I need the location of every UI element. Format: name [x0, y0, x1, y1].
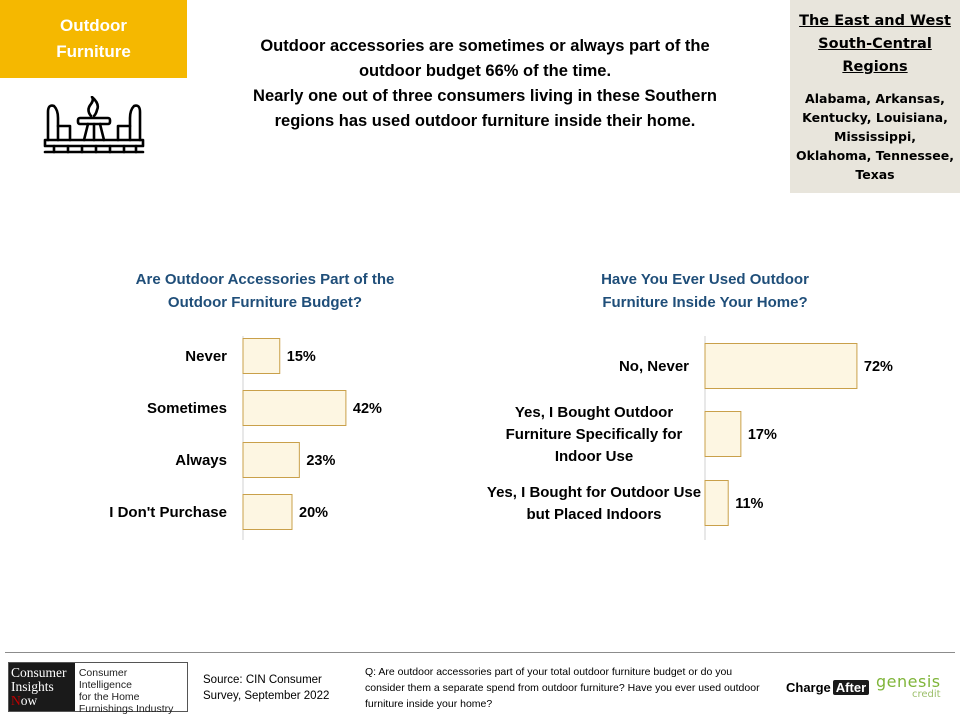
- chart-1-bar: [243, 495, 292, 530]
- cin-logo-tagline: [75, 663, 187, 715]
- region-title-line-1: The East and West: [799, 13, 951, 29]
- chargeafter-word-1: Charge: [786, 680, 831, 695]
- chart-2-category-label: but Placed Indoors: [526, 506, 662, 523]
- chart-1-data-label: 42%: [352, 401, 382, 417]
- region-title-line-2: South-Central: [818, 36, 932, 52]
- chargeafter-logo: [786, 680, 869, 695]
- footer-divider: [5, 652, 955, 653]
- region-title-line-3: Regions: [842, 59, 908, 75]
- cin-logo-mark: [9, 663, 75, 711]
- chart-2-data-label: 11%: [735, 496, 764, 512]
- headline-line-3: Nearly one out of three consumers living in these Southern: [253, 87, 717, 105]
- chart-1-bar: [243, 339, 280, 374]
- chart-1-title-line-1: Are Outdoor Accessories Part of the: [135, 271, 395, 288]
- region-states: Alabama, Arkansas, Kentucky, Louisiana, Mississippi, Oklahoma, Tennessee, Texas: [796, 91, 954, 182]
- cin-logo: [8, 662, 188, 715]
- chargeafter-word-2: After: [833, 680, 869, 695]
- chart-1-bar: [243, 391, 346, 426]
- credit-word: credit: [912, 689, 941, 700]
- chart-2-bar: [705, 412, 741, 457]
- survey-question: Q: Are outdoor accessories part of your total outdoor furniture budget or do you consider them a separate spend from outdoor furniture? Have you ever used outdoor furniture inside your home?: [365, 666, 760, 710]
- chart-1-bar: [243, 443, 299, 478]
- chart-2-title-line-2: Furniture Inside Your Home?: [602, 294, 808, 311]
- headline-line-2: outdoor budget 66% of the time.: [358, 62, 612, 80]
- source-line-2: Survey, September 2022: [203, 690, 330, 702]
- cin-logo-word-1: Consumer: [11, 665, 67, 680]
- cin-tagline-line-2: for the Home: [78, 691, 140, 703]
- source-note: [203, 672, 329, 704]
- badge-line-2: Furniture: [56, 42, 131, 61]
- cin-tagline-line-3: Furnishings Industry: [78, 703, 174, 715]
- chart-2-category-label: No, Never: [618, 358, 689, 375]
- chart-1-category-label: Sometimes: [146, 400, 227, 417]
- badge-line-1: Outdoor: [59, 16, 128, 35]
- chart-2-category-label: Yes, I Bought for Outdoor Use: [486, 484, 702, 501]
- chart-2-bar: [705, 344, 857, 389]
- headline-line-4: regions has used outdoor furniture inside their home.: [274, 112, 696, 130]
- chart-2-data-label: 72%: [863, 359, 893, 375]
- cin-logo-ow: ow: [20, 693, 38, 708]
- headline-line-1: Outdoor accessories are sometimes or always part of the: [260, 37, 710, 55]
- chart-2-data-label: 17%: [747, 427, 777, 443]
- chart-2-category-label: Indoor Use: [554, 448, 634, 465]
- chart-1-data-label: 20%: [299, 505, 329, 521]
- cin-logo-word-3: [11, 694, 73, 708]
- chart-1-category-label: Never: [185, 348, 227, 365]
- chart-2-category-label: Yes, I Bought Outdoor: [514, 404, 674, 421]
- chart-1-category-label: Always: [175, 452, 227, 469]
- chart-2-bar: [705, 481, 728, 526]
- chart-1-title-line-2: Outdoor Furniture Budget?: [167, 294, 363, 311]
- chart-1-data-label: 23%: [306, 453, 336, 469]
- chart-1-data-label: 15%: [286, 349, 316, 365]
- genesis-credit-logo: [876, 674, 941, 700]
- cin-tagline-line-1: Consumer Intelligence: [78, 667, 132, 691]
- chart-2-title-line-1: Have You Ever Used Outdoor: [601, 271, 809, 288]
- chart-1-category-label: I Don't Purchase: [109, 504, 227, 521]
- cin-logo-n: N: [11, 693, 21, 708]
- chart-2-category-label: Furniture Specifically for: [505, 426, 683, 443]
- cin-logo-word-2: Insights: [11, 679, 54, 694]
- source-line-1: Source: CIN Consumer: [203, 674, 322, 686]
- genesis-word: genesis: [876, 672, 941, 691]
